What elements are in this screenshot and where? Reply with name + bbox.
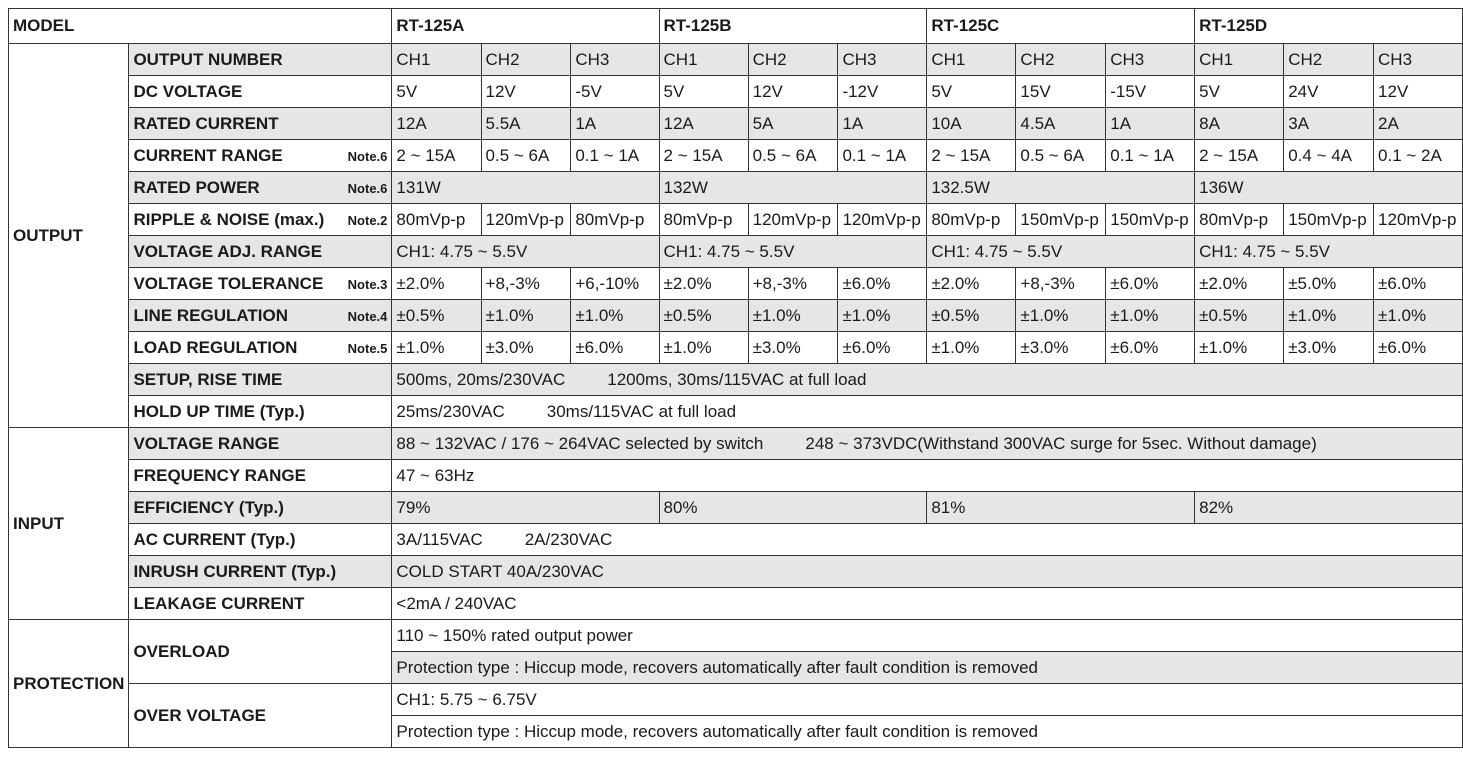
- row-label-text: CURRENT RANGE: [133, 145, 283, 165]
- cell: 12V: [481, 76, 571, 108]
- cell: 120mVp-p: [748, 204, 838, 236]
- table-row: [9, 396, 1463, 428]
- cell: 24V: [1284, 76, 1374, 108]
- cell: ±1.0%: [1195, 332, 1284, 364]
- cell: 5V: [1195, 76, 1284, 108]
- table-row: [9, 428, 1463, 460]
- row-label: [129, 140, 392, 172]
- cell: ±1.0%: [1106, 300, 1195, 332]
- section-label-input: INPUT: [9, 428, 129, 620]
- table-row: [9, 556, 1463, 588]
- row-label: OVERLOAD: [129, 620, 392, 684]
- table-row: [9, 76, 1463, 108]
- spec-table: [8, 8, 1463, 748]
- model-name: RT-125C: [927, 9, 1195, 44]
- cell: 12A: [392, 108, 481, 140]
- cell: 131W: [392, 172, 659, 204]
- model-name: RT-125D: [1195, 9, 1463, 44]
- row-label: OVER VOLTAGE: [129, 684, 392, 748]
- table-row: [9, 524, 1463, 556]
- row-label-text: LINE REGULATION: [133, 305, 289, 325]
- cell: ±6.0%: [1374, 332, 1463, 364]
- row-label-text: RATED POWER: [133, 177, 260, 197]
- table-row: [9, 588, 1463, 620]
- cell: -12V: [838, 76, 927, 108]
- model-header-row: [9, 9, 1463, 44]
- cell: ±6.0%: [1106, 268, 1195, 300]
- value-text: 2A/230VAC: [524, 529, 613, 549]
- table-row: [9, 236, 1463, 268]
- row-label: [129, 268, 392, 300]
- cell: ±0.5%: [927, 300, 1016, 332]
- cell: ±0.5%: [659, 300, 748, 332]
- cell: 80mVp-p: [927, 204, 1016, 236]
- table-row: [9, 204, 1463, 236]
- cell: 8A: [1195, 108, 1284, 140]
- cell: CH2: [1016, 44, 1106, 76]
- row-label: FREQUENCY RANGE: [129, 460, 392, 492]
- cell: 80mVp-p: [1195, 204, 1284, 236]
- row-label: VOLTAGE RANGE: [129, 428, 392, 460]
- row-label: [129, 172, 392, 204]
- cell: 2 ~ 15A: [392, 140, 481, 172]
- cell: 150mVp-p: [1284, 204, 1374, 236]
- cell: 2 ~ 15A: [659, 140, 748, 172]
- cell: CH1: [659, 44, 748, 76]
- cell: -15V: [1106, 76, 1195, 108]
- cell: COLD START 40A/230VAC: [392, 556, 1463, 588]
- table-row: [9, 268, 1463, 300]
- cell: 80mVp-p: [392, 204, 481, 236]
- cell: 80%: [659, 492, 927, 524]
- cell: 4.5A: [1016, 108, 1106, 140]
- cell: [392, 524, 1463, 556]
- cell: 1A: [1106, 108, 1195, 140]
- row-label: SETUP, RISE TIME: [129, 364, 392, 396]
- section-label-output: OUTPUT: [9, 44, 129, 428]
- cell: 12V: [1374, 76, 1463, 108]
- cell: 150mVp-p: [1106, 204, 1195, 236]
- cell: ±3.0%: [1016, 332, 1106, 364]
- cell: 0.5 ~ 6A: [1016, 140, 1106, 172]
- cell: 5A: [748, 108, 838, 140]
- cell: 82%: [1195, 492, 1463, 524]
- row-label: LEAKAGE CURRENT: [129, 588, 392, 620]
- note-ref: Note.6: [347, 148, 388, 164]
- cell: -5V: [571, 76, 659, 108]
- cell: 81%: [927, 492, 1195, 524]
- table-row: [9, 140, 1463, 172]
- row-label: [129, 204, 392, 236]
- cell: CH3: [571, 44, 659, 76]
- cell: ±1.0%: [392, 332, 481, 364]
- cell: ±6.0%: [838, 268, 927, 300]
- cell: 79%: [392, 492, 659, 524]
- cell: ±5.0%: [1284, 268, 1374, 300]
- cell: 0.1 ~ 1A: [1106, 140, 1195, 172]
- cell: ±2.0%: [927, 268, 1016, 300]
- cell: CH3: [838, 44, 927, 76]
- cell: ±1.0%: [1016, 300, 1106, 332]
- row-label: INRUSH CURRENT (Typ.): [129, 556, 392, 588]
- row-label-text: LOAD REGULATION: [133, 337, 298, 357]
- cell: ±1.0%: [1374, 300, 1463, 332]
- cell: CH1: [1195, 44, 1284, 76]
- cell: 1A: [838, 108, 927, 140]
- cell: ±0.5%: [392, 300, 481, 332]
- note-ref: Note.4: [347, 308, 388, 324]
- cell: 0.5 ~ 6A: [481, 140, 571, 172]
- cell: ±2.0%: [392, 268, 481, 300]
- note-ref: Note.6: [347, 180, 388, 196]
- cell: CH1: 4.75 ~ 5.5V: [927, 236, 1195, 268]
- cell: Protection type : Hiccup mode, recovers automatically after fault condition is removed: [392, 652, 1463, 684]
- model-label: MODEL: [9, 9, 392, 44]
- table-row: [9, 620, 1463, 652]
- value-text: 500ms, 20ms/230VAC: [396, 369, 566, 389]
- cell: ±1.0%: [659, 332, 748, 364]
- cell: ±6.0%: [571, 332, 659, 364]
- table-row: [9, 108, 1463, 140]
- cell: 1A: [571, 108, 659, 140]
- cell: [392, 396, 1463, 428]
- section-label-protection: PROTECTION: [9, 620, 129, 748]
- value-text: 248 ~ 373VDC(Withstand 300VAC surge for 5sec. Without damage): [805, 433, 1317, 453]
- cell: ±1.0%: [838, 300, 927, 332]
- cell: 132W: [659, 172, 927, 204]
- row-label: RATED CURRENT: [129, 108, 392, 140]
- cell: 136W: [1195, 172, 1463, 204]
- value-text: 3A/115VAC: [396, 529, 483, 549]
- table-row: [9, 332, 1463, 364]
- cell: 110 ~ 150% rated output power: [392, 620, 1463, 652]
- cell: 2 ~ 15A: [1195, 140, 1284, 172]
- cell: CH1: 4.75 ~ 5.5V: [1195, 236, 1463, 268]
- cell: <2mA / 240VAC: [392, 588, 1463, 620]
- cell: ±3.0%: [748, 332, 838, 364]
- value-text: 25ms/230VAC: [396, 401, 505, 421]
- cell: 0.1 ~ 1A: [571, 140, 659, 172]
- cell: 5V: [659, 76, 748, 108]
- note-ref: Note.3: [347, 276, 388, 292]
- table-row: [9, 684, 1463, 716]
- model-name: RT-125B: [659, 9, 927, 44]
- cell: CH2: [1284, 44, 1374, 76]
- cell: Protection type : Hiccup mode, recovers automatically after fault condition is removed: [392, 716, 1463, 748]
- cell: ±6.0%: [1374, 268, 1463, 300]
- cell: ±3.0%: [481, 332, 571, 364]
- cell: 12A: [659, 108, 748, 140]
- table-row: [9, 44, 1463, 76]
- cell: ±2.0%: [659, 268, 748, 300]
- cell: ±1.0%: [748, 300, 838, 332]
- cell: ±1.0%: [481, 300, 571, 332]
- cell: CH1: 5.75 ~ 6.75V: [392, 684, 1463, 716]
- table-row: [9, 172, 1463, 204]
- cell: 3A: [1284, 108, 1374, 140]
- cell: ±6.0%: [838, 332, 927, 364]
- value-text: 1200ms, 30ms/115VAC at full load: [607, 369, 867, 389]
- cell: 5.5A: [481, 108, 571, 140]
- cell: 0.1 ~ 2A: [1374, 140, 1463, 172]
- model-name: RT-125A: [392, 9, 659, 44]
- cell: ±0.5%: [1195, 300, 1284, 332]
- table-row: [9, 300, 1463, 332]
- note-ref: Note.5: [347, 340, 388, 356]
- cell: 120mVp-p: [481, 204, 571, 236]
- cell: 0.1 ~ 1A: [838, 140, 927, 172]
- cell: ±2.0%: [1195, 268, 1284, 300]
- cell: +8,-3%: [748, 268, 838, 300]
- cell: 120mVp-p: [838, 204, 927, 236]
- row-label: [129, 300, 392, 332]
- cell: ±1.0%: [927, 332, 1016, 364]
- cell: [392, 428, 1463, 460]
- cell: 5V: [927, 76, 1016, 108]
- cell: CH1: 4.75 ~ 5.5V: [659, 236, 927, 268]
- cell: 80mVp-p: [571, 204, 659, 236]
- cell: 5V: [392, 76, 481, 108]
- cell: CH1: [927, 44, 1016, 76]
- value-text: 30ms/115VAC at full load: [546, 401, 737, 421]
- cell: 10A: [927, 108, 1016, 140]
- row-label: EFFICIENCY (Typ.): [129, 492, 392, 524]
- table-row: [9, 460, 1463, 492]
- cell: CH3: [1374, 44, 1463, 76]
- cell: 2 ~ 15A: [927, 140, 1016, 172]
- cell: 12V: [748, 76, 838, 108]
- row-label: VOLTAGE ADJ. RANGE: [129, 236, 392, 268]
- cell: 47 ~ 63Hz: [392, 460, 1463, 492]
- cell: +8,-3%: [481, 268, 571, 300]
- cell: 120mVp-p: [1374, 204, 1463, 236]
- cell: ±1.0%: [1284, 300, 1374, 332]
- cell: +8,-3%: [1016, 268, 1106, 300]
- cell: CH3: [1106, 44, 1195, 76]
- row-label: HOLD UP TIME (Typ.): [129, 396, 392, 428]
- cell: ±3.0%: [1284, 332, 1374, 364]
- row-label-text: RIPPLE & NOISE (max.): [133, 209, 325, 229]
- cell: CH2: [481, 44, 571, 76]
- cell: 0.5 ~ 6A: [748, 140, 838, 172]
- row-label-text: VOLTAGE TOLERANCE: [133, 273, 324, 293]
- row-label: DC VOLTAGE: [129, 76, 392, 108]
- cell: CH2: [748, 44, 838, 76]
- note-ref: Note.2: [347, 212, 388, 228]
- cell: +6,-10%: [571, 268, 659, 300]
- cell: 0.4 ~ 4A: [1284, 140, 1374, 172]
- cell: 132.5W: [927, 172, 1195, 204]
- cell: [392, 364, 1463, 396]
- row-label: OUTPUT NUMBER: [129, 44, 392, 76]
- table-row: [9, 492, 1463, 524]
- cell: ±1.0%: [571, 300, 659, 332]
- cell: CH1: 4.75 ~ 5.5V: [392, 236, 659, 268]
- cell: CH1: [392, 44, 481, 76]
- value-text: 88 ~ 132VAC / 176 ~ 264VAC selected by switch: [396, 433, 764, 453]
- cell: ±6.0%: [1106, 332, 1195, 364]
- row-label: [129, 332, 392, 364]
- table-row: [9, 364, 1463, 396]
- row-label: AC CURRENT (Typ.): [129, 524, 392, 556]
- cell: 150mVp-p: [1016, 204, 1106, 236]
- cell: 80mVp-p: [659, 204, 748, 236]
- cell: 2A: [1374, 108, 1463, 140]
- cell: 15V: [1016, 76, 1106, 108]
